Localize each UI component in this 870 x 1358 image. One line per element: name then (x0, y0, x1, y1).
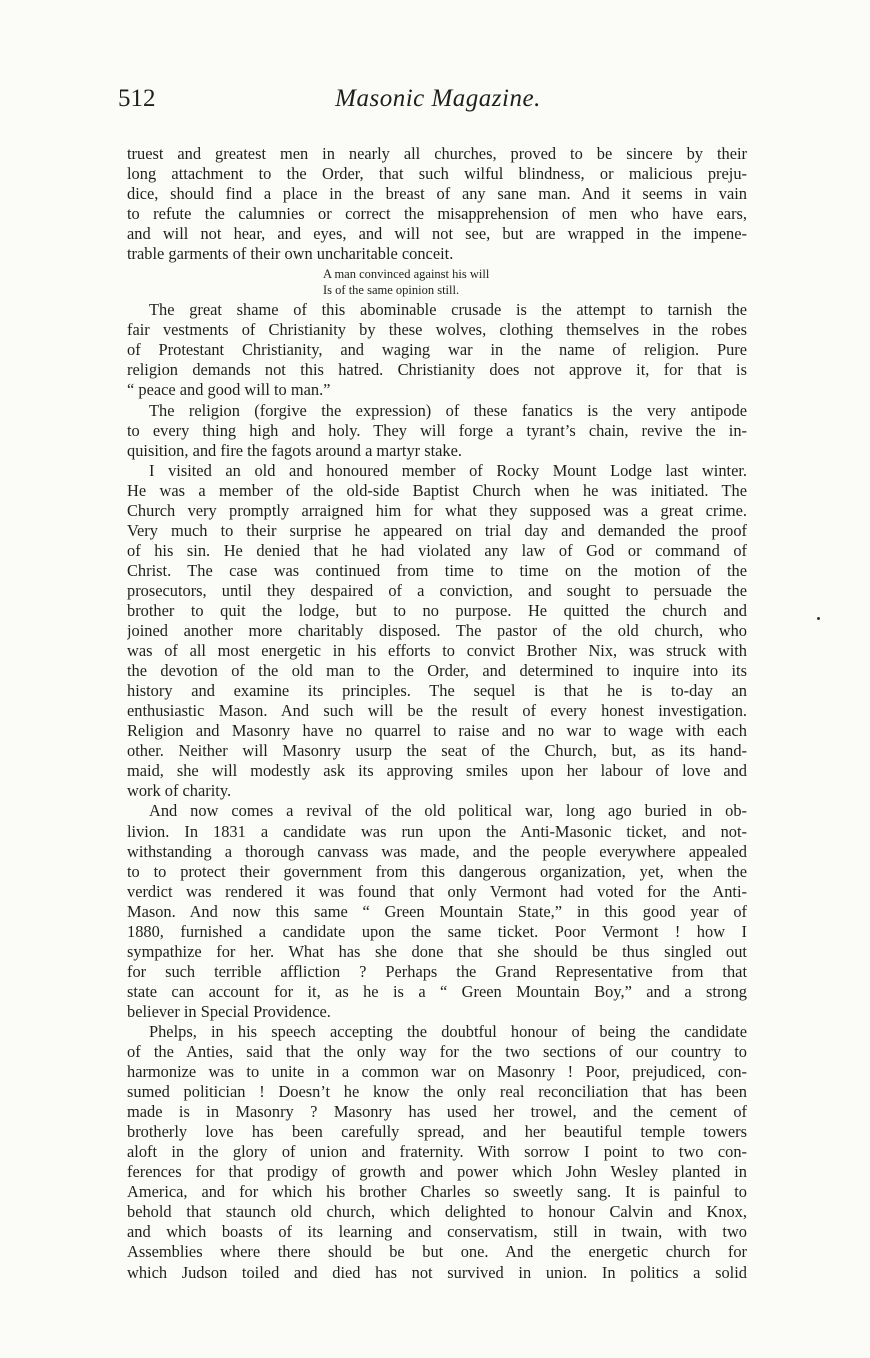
para3-line: quisition, and fire the fagots around a martyr stake. (127, 440, 462, 460)
margin-dot (817, 617, 820, 620)
para3-line: to every thing high and holy. They will forge a tyrant’s chain, revive the in- (127, 420, 747, 440)
para6-line: America, and for which his brother Charles so sweetly sang. It is painful to (127, 1182, 747, 1202)
para6-line: of the Anties, said that the only way for the two sections of our country to (127, 1042, 747, 1062)
para6-line: harmonize was to unite in a common war on Masonry ! Poor, prejudiced, con- (127, 1062, 747, 1082)
para3-line: The religion (forgive the expression) of these fanatics is the very antipode (149, 400, 747, 420)
para4-line: joined another more charitably disposed. The pastor of the old church, who (127, 621, 747, 641)
para1-line: truest and greatest men in nearly all churches, proved to be sincere by their (127, 144, 747, 163)
para5-line: 1880, furnished a candidate upon the same ticket. Poor Vermont ! how I (127, 921, 747, 941)
para4-line: enthusiastic Mason. And such will be the result of every honest investigation. (127, 701, 747, 721)
para5-line: to to protect their government from this dangerous organization, yet, when the (127, 861, 747, 881)
para5-line: for such terrible affliction ? Perhaps the Grand Representative from that (127, 961, 747, 981)
para5-line: withstanding a thorough canvass was made, and the people everywhere appealed (127, 841, 747, 861)
para1-line: dice, should find a place in the breast of any sane man. And it seems in vain (127, 184, 747, 204)
para6-line: made is in Masonry ? Masonry has used her trowel, and the cement of (127, 1102, 747, 1122)
para4-line: He was a member of the old-side Baptist Church when he was initiated. The (127, 480, 747, 500)
para4-line: Religion and Masonry have no quarrel to raise and no war to wage with each (127, 721, 747, 741)
para5-line: believer in Special Providence. (127, 1001, 331, 1021)
verse-quote-line: A man convinced against his will (323, 267, 490, 282)
para6-line: behold that staunch old church, which delighted to honour Calvin and Knox, (127, 1202, 747, 1222)
para4-line: prosecutors, until they despaired of a conviction, and sought to persuade the (127, 580, 747, 600)
para4-line: was of all most energetic in his efforts to convict Brother Nix, was struck with (127, 641, 747, 661)
para4-line: Christ. The case was continued from time to time on the motion of the (127, 560, 747, 580)
page-number: 512 (118, 85, 156, 112)
verse-quote-line: Is of the same opinion still. (323, 283, 460, 298)
para1-line: trable garments of their own uncharitable conceit. (127, 244, 454, 264)
para4-line: brother to quit the lodge, but to no purpose. He quitted the church and (127, 600, 747, 620)
para4-line: Church very promptly arraigned him for what they supposed was a great crime. (127, 500, 747, 520)
article-body (127, 144, 747, 1283)
para1-line: to refute the calumnies or correct the misapprehension of men who have ears, (127, 204, 747, 224)
para5-line: state can account for it, as he is a “ Green Mountain Boy,” and a strong (127, 981, 747, 1001)
para6-line: sumed politician ! Doesn’t he know the only real reconciliation that has been (127, 1082, 747, 1102)
para2-line: fair vestments of Christianity by these wolves, clothing themselves in the robes (127, 320, 747, 340)
para1-line: and will not hear, and eyes, and will not see, but are wrapped in the impene- (127, 224, 747, 244)
running-title: Masonic Magazine. (335, 85, 541, 112)
para5-line: sympathize for her. What has she done that she should be thus singled out (127, 941, 747, 961)
para4-line: work of charity. (127, 781, 232, 801)
para2-line: The great shame of this abominable crusade is the attempt to tarnish the (149, 300, 747, 320)
para6-line: aloft in the glory of union and fraternity. With sorrow I point to two con- (127, 1142, 747, 1162)
para5-line: livion. In 1831 a candidate was run upon the Anti-Masonic ticket, and not- (127, 821, 747, 841)
para6-line: brotherly love has been carefully spread, and her beautiful temple towers (127, 1122, 747, 1142)
para4-line: maid, she will modestly ask its approving smiles upon her labour of love and (127, 761, 747, 781)
para5-line: And now comes a revival of the old political war, long ago buried in ob- (149, 801, 747, 821)
para4-line: history and examine its principles. The sequel is that he is to-day an (127, 681, 747, 701)
para6-line: which Judson toiled and died has not survived in union. In politics a solid (127, 1262, 747, 1282)
para6-line: Phelps, in his speech accepting the doubtful honour of being the candidate (149, 1021, 747, 1041)
para2-line: “ peace and good will to man.” (127, 380, 331, 400)
para6-line: Assemblies where there should be but one. And the energetic church for (127, 1242, 747, 1262)
para4-line: Very much to their surprise he appeared on trial day and demanded the proof (127, 520, 747, 540)
para2-line: of Protestant Christianity, and waging war in the name of religion. Pure (127, 340, 747, 360)
para4-line: of his sin. He denied that he had violated any law of God or command of (127, 540, 747, 560)
para6-line: ferences for that prodigy of growth and power which John Wesley planted in (127, 1162, 747, 1182)
para4-line: I visited an old and honoured member of Rocky Mount Lodge last winter. (149, 460, 747, 480)
para2-line: religion demands not this hatred. Christianity does not approve it, for that is (127, 360, 747, 380)
para5-line: Mason. And now this same “ Green Mountain State,” in this good year of (127, 901, 747, 921)
para4-line: other. Neither will Masonry usurp the seat of the Church, but, as its hand- (127, 741, 747, 761)
page-header (118, 85, 758, 125)
para4-line: the devotion of the old man to the Order, and determined to inquire into its (127, 661, 747, 681)
para1-line: long attachment to the Order, that such wilful blindness, or malicious preju- (127, 164, 747, 184)
para6-line: and which boasts of its learning and conservatism, still in twain, with two (127, 1222, 747, 1242)
para5-line: verdict was rendered it was found that only Vermont had voted for the Anti- (127, 881, 747, 901)
